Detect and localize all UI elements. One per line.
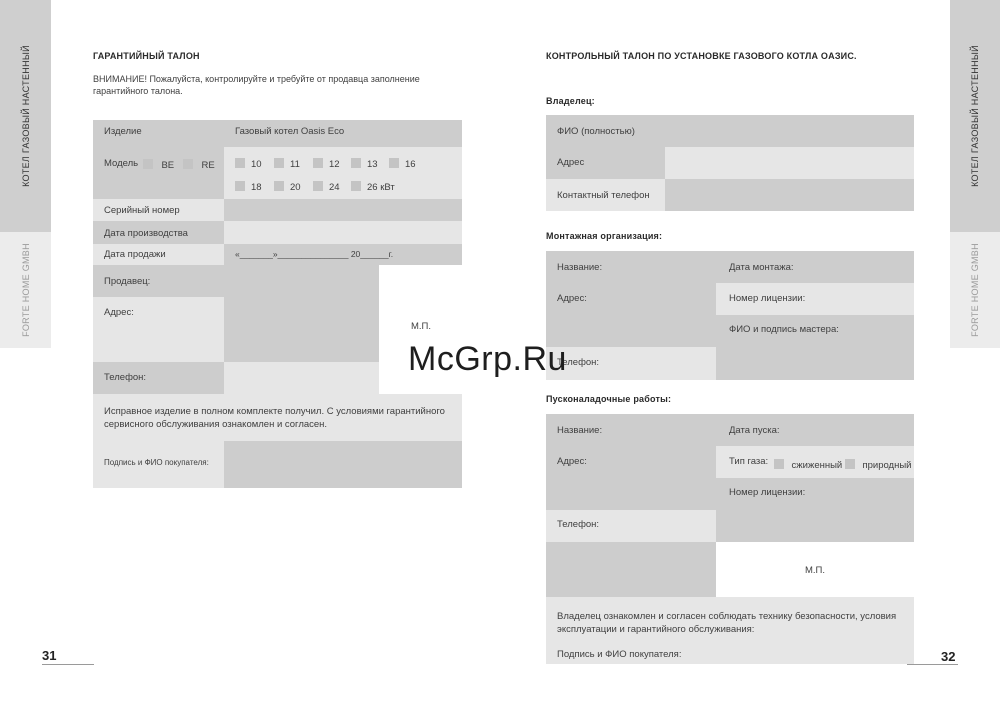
power-10-label: 10 bbox=[251, 159, 262, 170]
watermark: McGrp.Ru bbox=[408, 340, 567, 378]
left-page-number-rule bbox=[42, 664, 94, 665]
power-option-26[interactable] bbox=[351, 177, 395, 195]
installer-address-label: Адрес: bbox=[557, 293, 587, 304]
sale-date-label: Дата продажи bbox=[104, 249, 166, 260]
comm-signature-cell[interactable] bbox=[546, 542, 716, 597]
acceptance-line-1: Исправное изделие в полном комплекте получил. С условиями гарантийного bbox=[104, 406, 445, 417]
installer-license-label: Номер лицензии: bbox=[729, 293, 806, 304]
power-24-checkbox[interactable] bbox=[313, 181, 323, 191]
left-side-tab-top bbox=[0, 0, 51, 232]
left-page-number: 31 bbox=[42, 648, 57, 663]
owner-name-value-cell[interactable] bbox=[665, 115, 914, 147]
acceptance-line-2: сервисного обслуживания ознакомлен и согласен. bbox=[104, 419, 328, 430]
owner-phone-value-cell[interactable] bbox=[665, 179, 914, 211]
installer-master-label: ФИО и подпись мастера: bbox=[729, 324, 839, 335]
power-option-12[interactable] bbox=[313, 154, 340, 172]
agreement-line-1: Владелец ознакомлен и согласен соблюдать технику безопасности, условия bbox=[557, 611, 897, 622]
installer-phone-label: Телефон: bbox=[557, 357, 600, 368]
gas-type-natural[interactable] bbox=[845, 455, 911, 473]
right-page-number-rule bbox=[907, 664, 958, 665]
gas-type-label: Тип газа: bbox=[729, 456, 769, 467]
agreement-line-2: эксплуатации и гарантийного обслуживания: bbox=[557, 624, 755, 635]
power-24-label: 24 bbox=[329, 182, 340, 193]
gas-liquefied-checkbox[interactable] bbox=[774, 459, 784, 469]
power-option-20[interactable] bbox=[274, 177, 301, 195]
stamp-label: М.П. bbox=[411, 321, 432, 332]
power-13-label: 13 bbox=[367, 159, 378, 170]
power-16-checkbox[interactable] bbox=[389, 158, 399, 168]
serial-label: Серийный номер bbox=[104, 205, 180, 216]
power-11-checkbox[interactable] bbox=[274, 158, 284, 168]
left-side-tab-bottom bbox=[0, 232, 51, 348]
serial-value-cell[interactable] bbox=[224, 199, 462, 221]
comm-name-label: Название: bbox=[557, 425, 603, 436]
power-option-18[interactable] bbox=[235, 177, 262, 195]
model-re-label: RE bbox=[201, 160, 215, 171]
power-option-11[interactable] bbox=[274, 154, 300, 172]
right-side-tab-top bbox=[950, 0, 1000, 232]
model-be-label: BE bbox=[161, 160, 175, 171]
gas-natural-checkbox[interactable] bbox=[845, 459, 855, 469]
right-page-number: 32 bbox=[941, 649, 956, 664]
power-16-label: 16 bbox=[405, 159, 416, 170]
power-option-16[interactable] bbox=[389, 154, 416, 172]
comm-address-label: Адрес: bbox=[557, 456, 587, 467]
model-option-be[interactable] bbox=[143, 155, 174, 173]
owner-name-label: ФИО (полностью) bbox=[557, 126, 635, 137]
power-option-24[interactable] bbox=[313, 177, 340, 195]
power-12-checkbox[interactable] bbox=[313, 158, 323, 168]
gas-type-liquefied[interactable] bbox=[774, 455, 842, 473]
production-date-label: Дата производства bbox=[104, 228, 188, 239]
power-26-label: 26 кВт bbox=[367, 182, 395, 193]
comm-date-label: Дата пуска: bbox=[729, 425, 780, 436]
address-label: Адрес: bbox=[104, 307, 134, 318]
right-side-tab-bottom-text: FORTE HOME GMBH bbox=[970, 243, 980, 337]
buyer-signature-cell[interactable] bbox=[224, 441, 462, 488]
power-13-checkbox[interactable] bbox=[351, 158, 361, 168]
product-label: Изделие bbox=[104, 126, 142, 137]
power-18-checkbox[interactable] bbox=[235, 181, 245, 191]
owner-heading: Владелец: bbox=[546, 96, 595, 106]
notice-line-2: гарантийного талона. bbox=[93, 86, 183, 96]
owner-phone-label: Контактный телефон bbox=[557, 190, 650, 201]
comm-phone-label: Телефон: bbox=[557, 519, 600, 530]
power-20-label: 20 bbox=[290, 182, 301, 193]
power-option-10[interactable] bbox=[235, 154, 262, 172]
model-option-re[interactable] bbox=[183, 155, 215, 173]
phone-label: Телефон: bbox=[104, 372, 147, 383]
owner-address-value-cell[interactable] bbox=[665, 147, 914, 179]
model-re-checkbox[interactable] bbox=[183, 159, 193, 169]
right-side-tab-bottom bbox=[950, 232, 1000, 348]
sale-date-template: «_______»_______________ 20______г. bbox=[235, 249, 394, 259]
gas-liquefied-label: сжиженный bbox=[791, 460, 843, 471]
commissioning-heading: Пусконаладочные работы: bbox=[546, 394, 672, 404]
comm-stamp-label: М.П. bbox=[805, 565, 826, 576]
buyer-signature-label: Подпись и ФИО покупателя: bbox=[104, 458, 209, 467]
right-side-tab-top-text: КОТЕЛ ГАЗОВЫЙ НАСТЕННЫЙ bbox=[970, 45, 980, 187]
power-26-checkbox[interactable] bbox=[351, 181, 361, 191]
left-side-tab-bottom-text: FORTE HOME GMBH bbox=[20, 243, 31, 337]
installer-heading: Монтажная организация: bbox=[546, 231, 663, 241]
power-option-13[interactable] bbox=[351, 154, 378, 172]
model-be-checkbox[interactable] bbox=[143, 159, 153, 169]
product-value: Газовый котел Oasis Eco bbox=[235, 126, 345, 137]
notice-line-1: ВНИМАНИЕ! Пожалуйста, контролируйте и требуйте от продавца заполнение bbox=[93, 74, 420, 84]
power-10-checkbox[interactable] bbox=[235, 158, 245, 168]
left-page-title: ГАРАНТИЙНЫЙ ТАЛОН bbox=[93, 51, 200, 61]
installer-name-label: Название: bbox=[557, 262, 603, 273]
gas-natural-label: природный bbox=[862, 460, 912, 471]
power-11-label: 11 bbox=[290, 159, 300, 170]
comm-license-label: Номер лицензии: bbox=[729, 487, 806, 498]
seller-label: Продавец: bbox=[104, 276, 151, 287]
installer-date-label: Дата монтажа: bbox=[729, 262, 794, 273]
right-page-title: КОНТРОЛЬНЫЙ ТАЛОН ПО УСТАНОВКЕ ГАЗОВОГО КОТЛА OАЗИС. bbox=[546, 51, 857, 61]
seller-value-cell[interactable] bbox=[224, 265, 379, 362]
model-label: Модель bbox=[104, 158, 139, 169]
power-20-checkbox[interactable] bbox=[274, 181, 284, 191]
power-12-label: 12 bbox=[329, 159, 340, 170]
owner-address-label: Адрес bbox=[557, 157, 585, 168]
power-18-label: 18 bbox=[251, 182, 262, 193]
left-side-tab-top-text: КОТЕЛ ГАЗОВЫЙ НАСТЕННЫЙ bbox=[20, 45, 31, 187]
owner-signature-label: Подпись и ФИО покупателя: bbox=[557, 649, 682, 660]
